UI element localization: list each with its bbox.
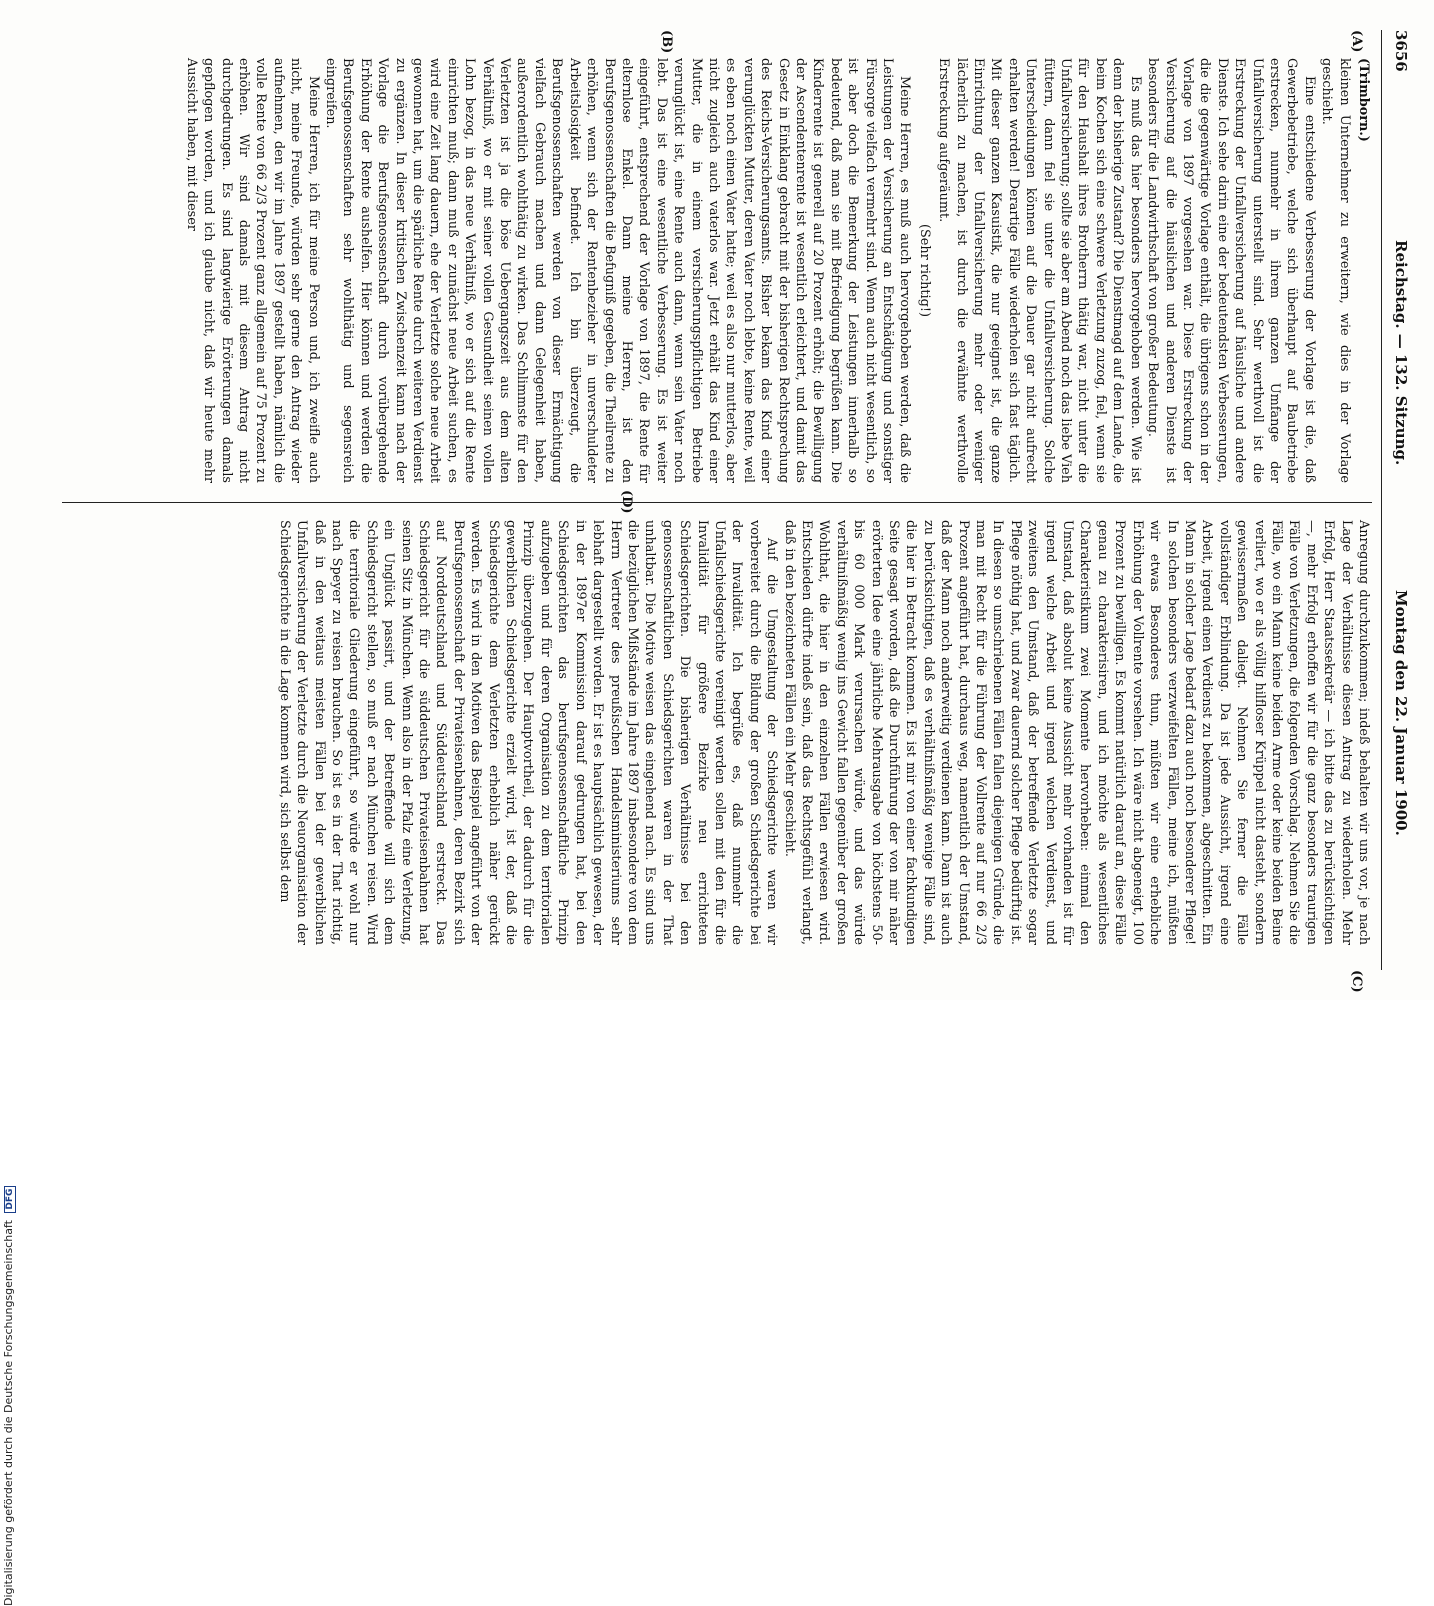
credit-text: Digitalisierung gefördert durch die Deutsche Forschungsgemeinschaft (2, 1220, 15, 1606)
paragraph: Eine entschiedene Verbesserung der Vorlage ist die, daß Gewerbebetriebe, welche sich überhaupt auf Baubetriebe erstrecken, nunmehr in ihrem ganzen Umfange der Unfallversicherung unterstellt sind. Sehr werthvoll ist die Erstreckung der Unfallversicherung auf häusliche und andere Dienste. Ich sehe darin eine der bedeutendsten Verbesserungen, die die gegenwärtige Vorlage enthält, die übrigens schon in der Vorlage von 1897 vorgesehen war. Diese Erstreckung der Versicherung auf die häuslichen und anderen Dienste ist besonders für die Landwirthschaft von großer Bedeutung. (1145, 58, 1317, 483)
digitization-credit (2, 606, 18, 1606)
applause-note: (Sehr richtig!) (916, 224, 932, 317)
paragraph: Anregung durchzukommen; indeß behalten wir uns vor, je nach Lage der Verhältnisse diesen Antrag zu wiederholen. Mehr Erfolg, Herr Staatssekretär — ich bitte das zu berücksichtigen —, mehr Erfolg erhoffen wir für die ganz besonders traurigen Fälle von Verletzungen, die folgenden Vorschlag. Nehmen Sie die Fälle, wo ein Mann keine beiden Arme oder keine beiden Beine verliert, wo er als völlig hilfloser Krüppel nicht dasteht, sondern gewissermaßen daliegt. Nehmen Sie ferner die Fälle vollständiger Erblindung. Da ist jede Aussicht, irgend eine Arbeit, irgend einen Verdienst zu bekommen, abgeschnitten. Ein Mann in solcher Lage bedarf dazu auch noch besonderer Pflege! In solchen besonders verzweifelten Fällen, meine ich, müßten wir etwas Besonderes thun, müßten wir eine erhebliche Erhöhung der Vollrente vorsehen. Ich wäre nicht abgeneigt, 100 Prozent zu bewilligen. Es kommt natürlich darauf an, diese Fälle genau zu charakterisiren, und ich möchte als wesentliches Charakteristikum zwei Momente hervorheben: einmal den Umstand, daß absolut keine Aussicht mehr vorhanden ist für irgend welche Arbeit und irgend welchen Verdienst, und zweitens den Umstand, daß der betreffende Verletzte sogar Pflege nöthig hat, und zwar dauernd solcher Pflege bedürftig ist. In diesen so umschriebenen Fällen fallen diejenigen Gründe, die man mit Recht für die Führung der Vollrente auf nur 66 2/3 Prozent angeführt hat, durchaus weg, namentlich der Umstand, daß der Mann noch anderweitig verdienen kann. Dann ist auch zu berücksichtigen, daß es verhältnißmäßig wenige Fälle sind, die hier in Betracht kommen. Es ist mir von einer fachkundigen Seite gesagt worden, daß die Durchführung der von mir näher erörterten Idee eine jährliche Mehrausgabe von höchstens 50- bis 60 000 Mark verursachen würde, und das würde verhältnißmäßig wenig ins Gewicht fallen gegenüber der großen Wohlthat, die hier in den einzelnen Fällen erwiesen wird. Entschieden dürfte indeß sein, daß das Rechtsgefühl verlangt, daß in den bezeichneten Fällen ein Mehr geschieht. (781, 520, 1371, 945)
speaker-name: (Trimborn.) (1356, 58, 1371, 142)
margin-marker-c: (C) (1349, 970, 1364, 993)
column-divider (62, 502, 1372, 503)
paragraph: kleinen Unternehmer zu erweitern, wie dies in der Vorlage geschieht. (1319, 58, 1352, 483)
margin-marker-b: (B) (659, 30, 674, 54)
dfg-logo: DFG (4, 1186, 16, 1213)
paragraph: Es muß das hier besonders hervorgehoben werden. Wie ist denn der bisherige Zustand? Die Dienstmagd auf dem Lande, die beim Kochen sich eine schwere Verletzung zuzog, fiel, wenn sie für den Haushalt ihres Brotherrn thätig war, nicht unter die Unfallversicherung; sollte sie aber am Abend noch das liebe Vieh füttern, dann fiel sie unter die Unfallversicherung. Solche Unterscheidungen können auf die Dauer gar nicht aufrecht erhalten werden! Derartige Fälle wiederholen sich fast täglich. Mit dieser ganzen Kasuistik, die nur geeignet ist, die ganze Einrichtung der Unfallversicherung mehr oder weniger lächerlich zu machen, ist durch die erwähnte werthvolle Erstreckung aufgeräumt. (936, 58, 1143, 483)
text-column-right (275, 520, 1372, 945)
paragraph: Meine Herren, ich für meine Person und, ich zweifle auch nicht, meine Freunde, würden sehr gerne den Antrag wieder aufnehmen, den wir im Jahre 1897 gestellt haben, nämlich die volle Rente von 66 2/3 Prozent ganz allgemein auf 75 Prozent zu erhöhen. Wir sind damals mit diesem Antrag nicht durchgedrungen. Es sind langwierige Erörterungen damals gepflogen worden, und ich glaube nicht, daß wir heute mehr Aussicht haben, mit dieser (183, 58, 321, 483)
margin-marker-a: (A) (1349, 30, 1364, 53)
paragraph: Auf die Umgestaltung der Schiedsgerichte waren wir vorbereitet durch die Bildung der großen Schiedsgerichte bei der Invalidität. Ich begrüße es, daß nunmehr die Unfallschiedsgerichte vereinigt werden sollen mit den für die Invalidität für größere Bezirke neu errichteten Schiedsgerichten. Die bisherigen Verhältnisse bei den genossenschaftlichen Schiedsgerichten waren in der That unhaltbar. Die Motive weisen das eingehend nach. Es sind uns die bezüglichen Mißstände im Jahre 1897 insbesondere von dem Herrn Vertreter des preußischen Handelsministeriums sehr lebhaft dargestellt worden. Er ist es hauptsächlich gewesen, der in der 1897er Kommission darauf gedrungen hat, bei den Schiedsgerichten das berufsgenossenschaftliche Prinzip aufzugeben und für deren Organisation zu dem territorialen Prinzip überzugehen. Der Hauptvortheil, der dadurch für die gewerblichen Schiedsgerichte erzielt wird, ist der, daß die Schiedsgerichte dem Verletzten erheblich näher gerückt werden. Es wird in den Motiven das Beispiel angeführt von der Berufsgenossenschaft der Privateisenbahnen, deren Bezirk sich auf Norddeutschland und Süddeutschland erstreckt. Das Schiedsgericht für die süddeutschen Privateisenbahnen hat seinen Sitz in München. Wenn also in der Pfalz eine Verletzung, ein Unglück passirt, und der Betreffende will sich dem Schiedsgericht stellen, so muß er nach München reisen. Wird die territoriale Gliederung eingeführt, so würde er wohl nur nach Speyer zu reisen brauchen. So ist es in der That richtig, daß in den weitaus meisten Fällen bei der gewerblichen Unfallversicherung der Verletzte durch die Neuorganisation der Schiedsgerichte in die Lage kommen wird, sich selbst dem (276, 520, 780, 945)
text-column-left (182, 58, 1372, 483)
margin-marker-d: (D) (619, 490, 634, 514)
page-title: Reichstag. — 132. Sitzung. (1392, 240, 1410, 466)
session-date: Montag den 22. Januar 1900. (1392, 590, 1410, 836)
page-header (1381, 30, 1410, 970)
paragraph: Meine Herren, es muß auch hervorgehoben werden, daß die Leistungen der Versicherung an Entschädigung und sonstiger Fürsorge vielfach vermehrt sind. Wenn auch nicht wesentlich, so ist aber doch die Bemerkung der Leistungen innerhalb so bedeutend, daß man sie mit Befriedigung begrüßen kann. Die Kinderrente ist generell auf 20 Prozent erhöht; die Bewilligung der Ascendentenrente ist wesentlich erleichtert, und damit das Gesetz in Einklang gebracht mit der bisherigen Rechtsprechung des Reichs-Versicherungsamts. Bisher bekam das Kind einer verunglückten Mutter, deren Vater noch lebte, keine Rente, weil es eben noch einen Vater hatte; weil es also nur mutterlos, aber nicht zugleich auch vaterlos war. Jetzt erhält das Kind einer Mutter, die in einem versicherungspflichtigen Betriebe verunglückt ist, eine Rente auch dann, wenn sein Vater noch lebt. Das ist eine wesentliche Verbesserung. Es ist weiter eingeführt, entsprechend der Vorlage von 1897, die Rente für elternlose Enkel. Dann meine Herren, ist den Berufsgenossenschaften die Befugniß gegeben, die Theilrente zu erhöhen, wenn sich der Rentenbezieher in unverschuldeter Arbeitslosigkeit befindet. Ich bin überzeugt, die Berufsgenossenschaften werden von dieser Ermächtigung vielfach Gebrauch machen und dann Gelegenheit haben, außerordentlich wohlthätig zu wirken. Das Schlimmste für den Verletzten ist ja die böse Uebergangszeit aus dem alten Verhältniß, wo er mit seiner vollen Gesundheit seinen vollen Lohn bezog, in das neue Verhältniß, wo er sich auf die Rente einrichten muß; dann muß er zunächst neue Arbeit suchen, es wird eine Zeit lang dauern, ehe der Verletzte solche neue Arbeit gewonnen hat, um die spärliche Rente durch weiteren Verdienst zu ergänzen. In dieser kritischen Zwischenzeit kann nach der Vorlage die Berufsgenossenschaft durch vorübergehende Erhöhung der Rente aushelfen. Hier können und werden die Berufsgenossenschaften sehr wohlthätig und segensreich eingreifen. (323, 58, 913, 483)
page-number: 3656 (1392, 30, 1410, 72)
